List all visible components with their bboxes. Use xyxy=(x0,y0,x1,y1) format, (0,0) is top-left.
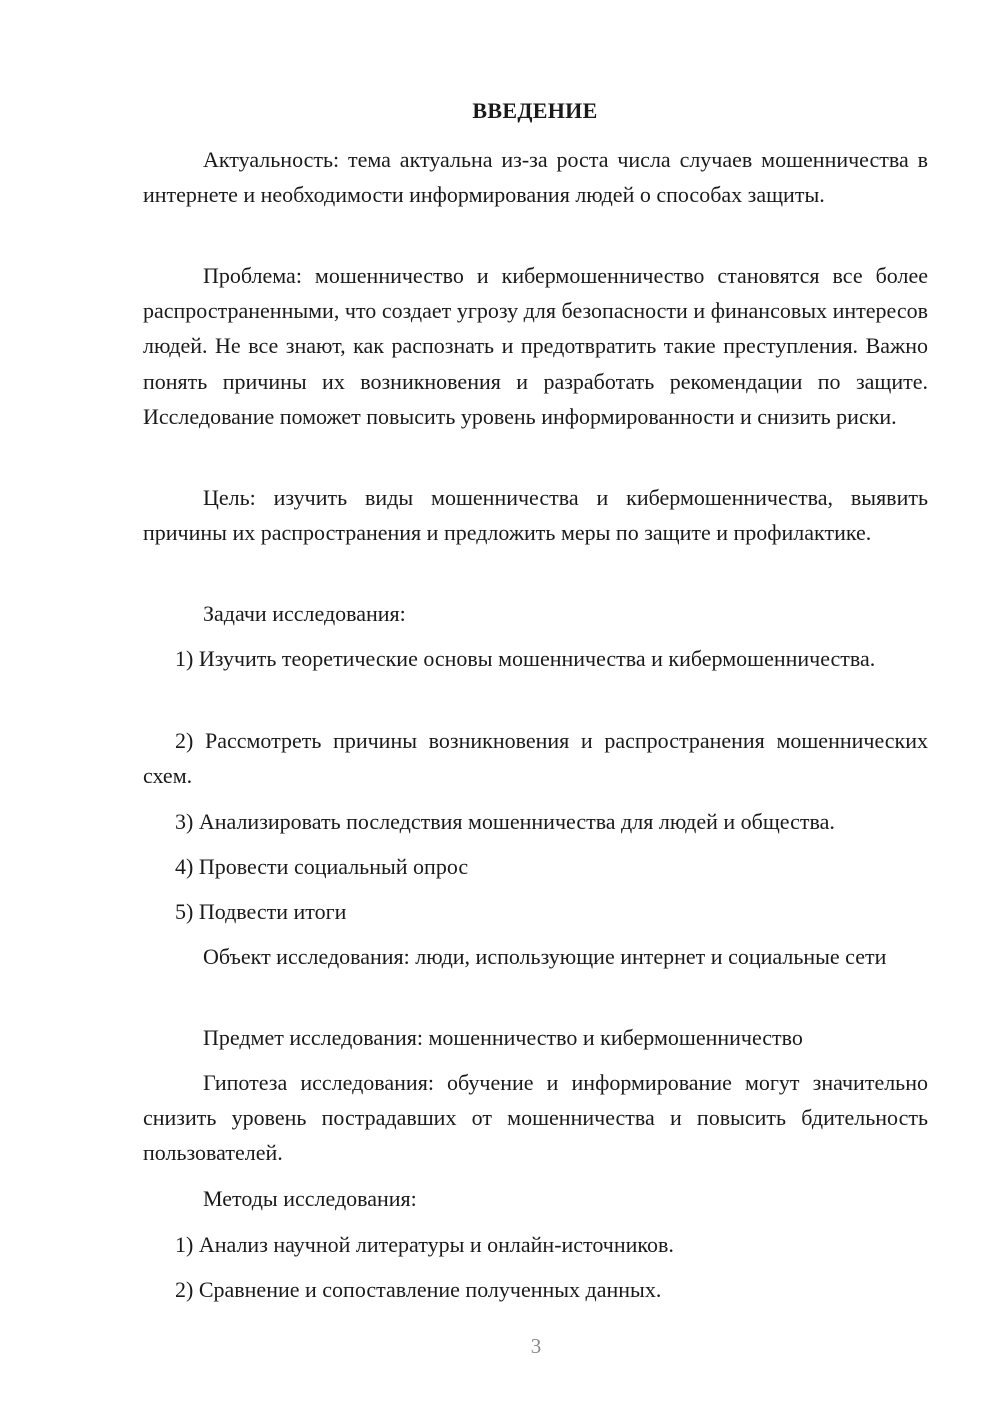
object-paragraph: Объект исследования: люди, использующие интернет и социальные сети xyxy=(203,944,887,969)
task-item-4: 4) Провести социальный опрос xyxy=(175,854,469,879)
methods-heading: Методы исследования: xyxy=(203,1186,417,1211)
page-number: 3 xyxy=(530,1334,542,1358)
method-item-2: 2) Сравнение и сопоставление полученных данных. xyxy=(175,1277,662,1302)
task-item-3: 3) Анализировать последствия мошенничества для людей и общества. xyxy=(175,809,835,834)
page-title: ВВЕДЕНИЕ xyxy=(472,98,598,123)
method-item-1: 1) Анализ научной литературы и онлайн-источников. xyxy=(175,1232,674,1257)
task-item-2: 2) Рассмотреть причины возникновения и распространения мошеннических схем. xyxy=(143,728,928,789)
hypothesis-paragraph: Гипотеза исследования: обучение и информирование могут значительно снизить уровень пострадавших от мошенничества и повысить бдительность пользователей. xyxy=(143,1070,928,1166)
task-item-5: 5) Подвести итоги xyxy=(175,899,347,924)
subject-paragraph: Предмет исследования: мошенничество и кибермошенничество xyxy=(203,1025,803,1050)
task-item-1: 1) Изучить теоретические основы мошенничества и кибермошенничества. xyxy=(175,646,876,671)
problem-paragraph: Проблема: мошенничество и кибермошенничество становятся все более распространенными, что создает угрозу для безопасности и финансовых интересов людей. Не все знают, как распознать и предотвратить такие преступления. Важно понять причины их возникновения и разработать рекомендации по защите. Исследование поможет повысить уровень информированности и снизить риски. xyxy=(143,263,928,429)
tasks-heading: Задачи исследования: xyxy=(203,601,406,626)
relevance-paragraph: Актуальность: тема актуальна из-за роста числа случаев мошенничества в интернете и необходимости информирования людей о способах защиты. xyxy=(143,147,928,208)
goal-paragraph: Цель: изучить виды мошенничества и кибермошенничества, выявить причины их распространения и предложить меры по защите и профилактике. xyxy=(143,485,928,546)
